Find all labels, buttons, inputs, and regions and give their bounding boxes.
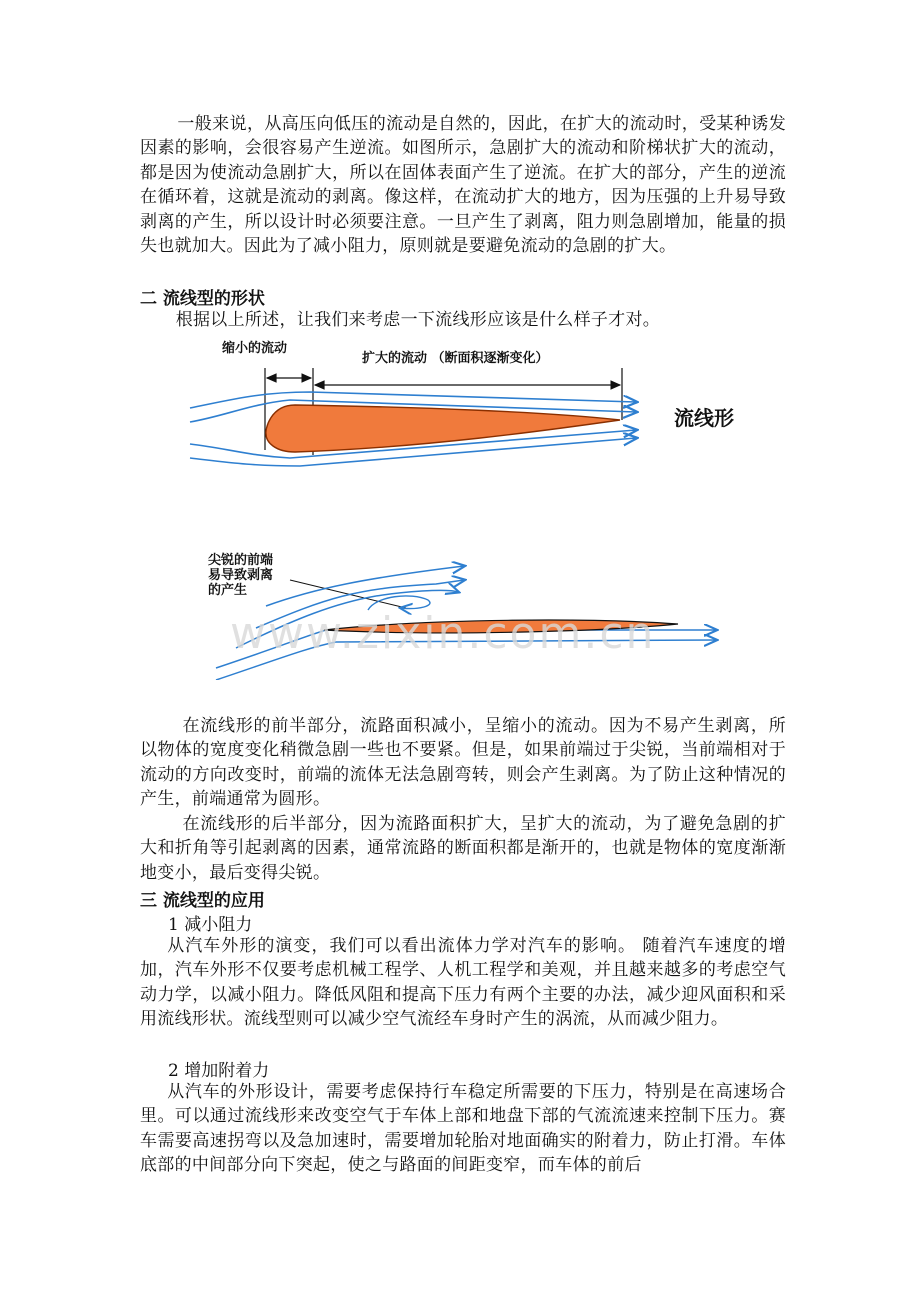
streamline-figure xyxy=(170,330,780,470)
paragraph-5: 从汽车外形的演变，我们可以看出流体力学对汽车的影响。 随着汽车速度的增加，汽车外形不仅要考虑机械工程学、人机工程学和美观，并且越来越多的考虑空气动力学，以减小阻力。降低风阻和提高下压力有两个主要的办法，减少迎风面积和采用流线形状。流线型则可以减少空气流经车身时产生的涡流，从而减少阻力。 xyxy=(140,936,786,1030)
paragraph-1: 一般来说，从高压向低压的流动是自然的，因此，在扩大的流动时，受某种诱发因素的影响，会很容易产生逆流。如图所示，急剧扩大的流动和阶梯状扩大的流动，都是因为使流动急剧扩大，所以在固体表面产生了逆流。在扩大的部分，产生的逆流在循环着，这就是流动的剥离。像这样，在流动扩大的地方，因为压强的上升易导致剥离的产生，所以设计时必须要注意。一旦产生了剥离，阻力则急剧增加，能量的损失也就加大。因此为了减小阻力，原则就是要避免流动的急剧的扩大。 xyxy=(140,114,786,257)
paragraph-6: 从汽车的外形设计，需要考虑保持行车稳定所需要的下压力，特别是在高速场合里。可以通过流线形来改变空气于车体上部和地盘下部的气流流速来控制下压力。赛车需要高速拐弯以及急加速时，需要增加轮胎对地面确实的附着力，防止打滑。车体底部的中间部分向下突起，使之与路面的间距变窄，而车体的前后 xyxy=(140,1082,786,1176)
label-expand-flow: 扩大的流动 （断面积逐渐变化） xyxy=(362,351,549,366)
watermark-text: www.zixin.com.cn xyxy=(230,608,656,659)
paragraph-3: 在流线形的前半部分，流路面积减小，呈缩小的流动。因为不易产生剥离，所以物体的宽度变化稍微急剧一些也不要紧。但是，如果前端过于尖锐，当前端相对于流动的方向改变时，前端的流体无法急剧弯转，则会产生剥离。为了防止这种情况的产生，前端通常为圆形。 xyxy=(140,716,786,810)
label-contract-flow: 缩小的流动 xyxy=(222,341,288,356)
paragraph-4: 在流线形的后半部分，因为流路面积扩大，呈扩大的流动，为了避免急剧的扩大和折角等引起剥离的因素，通常流路的断面积都是渐开的，也就是物体的宽度渐渐地变小，最后变得尖锐。 xyxy=(140,814,786,883)
label-sharp-1: 尖锐的前端 xyxy=(208,553,274,568)
section-heading-3: 三 流线型的应用 xyxy=(140,891,265,911)
label-sharp-2: 易导致剥离 xyxy=(208,568,274,583)
subheading-reduce-drag: 1 减小阻力 xyxy=(168,915,253,935)
section-heading-2: 二 流线型的形状 xyxy=(140,289,265,309)
paragraph-2: 根据以上所述，让我们来考虑一下流线形应该是什么样子才对。 xyxy=(175,310,661,330)
subheading-increase-grip: 2 增加附着力 xyxy=(168,1061,270,1081)
label-streamline: 流线形 xyxy=(674,406,734,430)
label-sharp-3: 的产生 xyxy=(208,583,248,598)
